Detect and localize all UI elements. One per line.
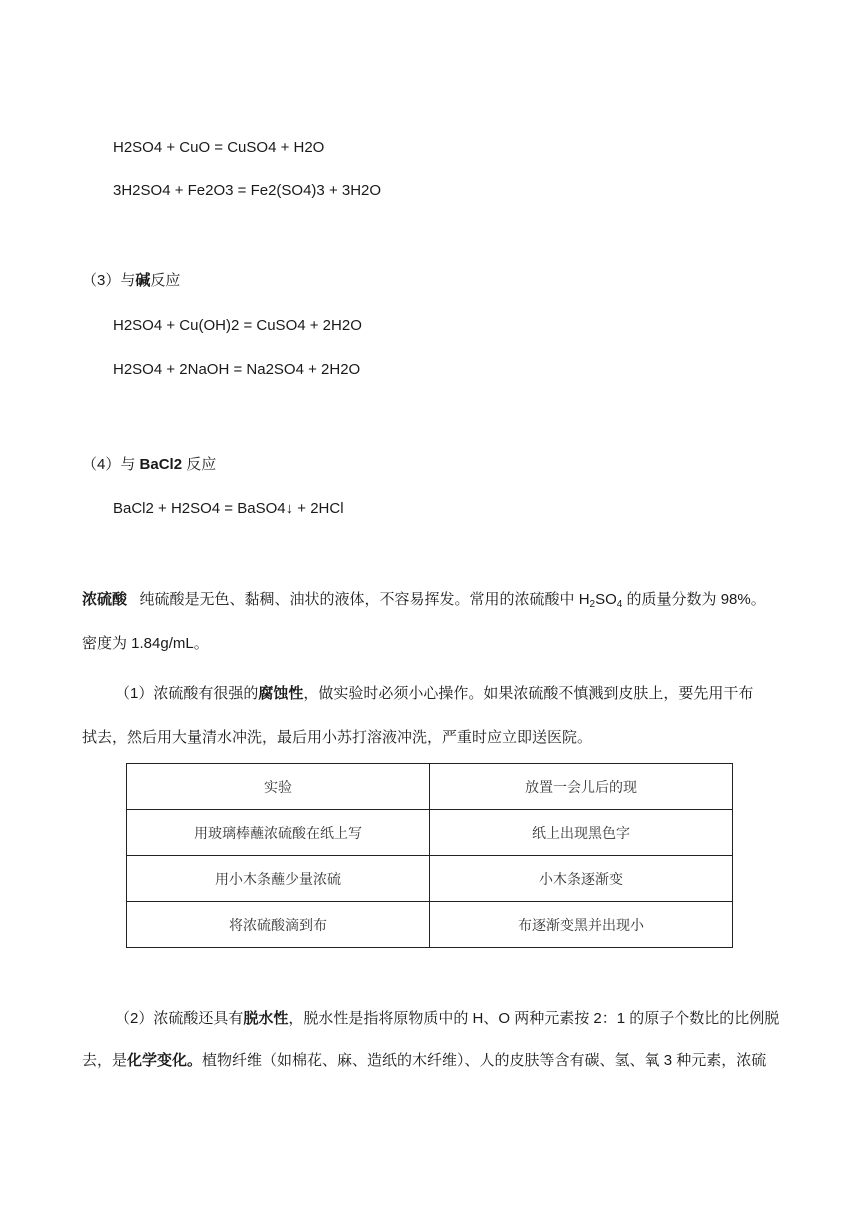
- equation-bacl2: BaCl2 + H2SO4 = BaSO4↓ + 2HCl: [113, 500, 344, 517]
- conc-acid-density: 密度为 1.84g/mL。: [82, 635, 209, 652]
- corrosive-paragraph-line2: 拭去，然后用大量清水冲洗，最后用小苏打溶液冲洗，严重时应立即送医院。: [82, 729, 593, 746]
- table-cell: 布逐渐变黑并出现小: [430, 902, 733, 948]
- experiment-table: [126, 763, 733, 948]
- table-cell: 将浓硫酸滴到布: [127, 902, 430, 948]
- table-header-row: [127, 764, 733, 810]
- conc-acid-intro: 浓硫酸 纯硫酸是无色、黏稠、油状的液体，不容易挥发。常用的浓硫酸中 $H_2SO_4$ 的质量分数为 98%。: [82, 591, 766, 610]
- section-heading-bacl2: （4）与 BaCl2 反应: [82, 456, 217, 473]
- table-row: [127, 902, 733, 948]
- table-row: [127, 856, 733, 902]
- table-header-cell: 实验: [127, 764, 430, 810]
- equation-naoh: H2SO4 + 2NaOH = Na2SO4 + 2H2O: [113, 361, 361, 378]
- dehydration-paragraph: （2）浓硫酸还具有脱水性，脱水性是指将原物质中的 H、O 两种元素按 2：1 的原子个数比的比例脱: [115, 1010, 780, 1027]
- section-heading-base: （3）与碱反应: [82, 272, 181, 289]
- table-cell: 用玻璃棒蘸浓硫酸在纸上写: [127, 810, 430, 856]
- dehydration-paragraph-line2: 去，是化学变化。植物纤维（如棉花、麻、造纸的木纤维）、人的皮肤等含有碳、氢、氧 3 种元素，浓硫: [82, 1052, 767, 1069]
- table-row: [127, 810, 733, 856]
- equation-fe2o3: 3H2SO4 + Fe2O3 = Fe2(SO4)3 + 3H2O: [113, 182, 382, 199]
- corrosive-paragraph: （1）浓硫酸有很强的腐蚀性，做实验时必须小心操作。如果浓硫酸不慎溅到皮肤上，要先用干布: [115, 685, 754, 702]
- table-cell: 小木条逐渐变: [430, 856, 733, 902]
- equation-cuo: H2SO4 + CuO = CuSO4 + H2O: [113, 139, 325, 156]
- table-cell: 纸上出现黑色字: [430, 810, 733, 856]
- equation-cuoh2: H2SO4 + Cu(OH)2 = CuSO4 + 2H2O: [113, 317, 362, 334]
- table-cell: 用小木条蘸少量浓硫: [127, 856, 430, 902]
- table-header-cell: 放置一会儿后的现: [430, 764, 733, 810]
